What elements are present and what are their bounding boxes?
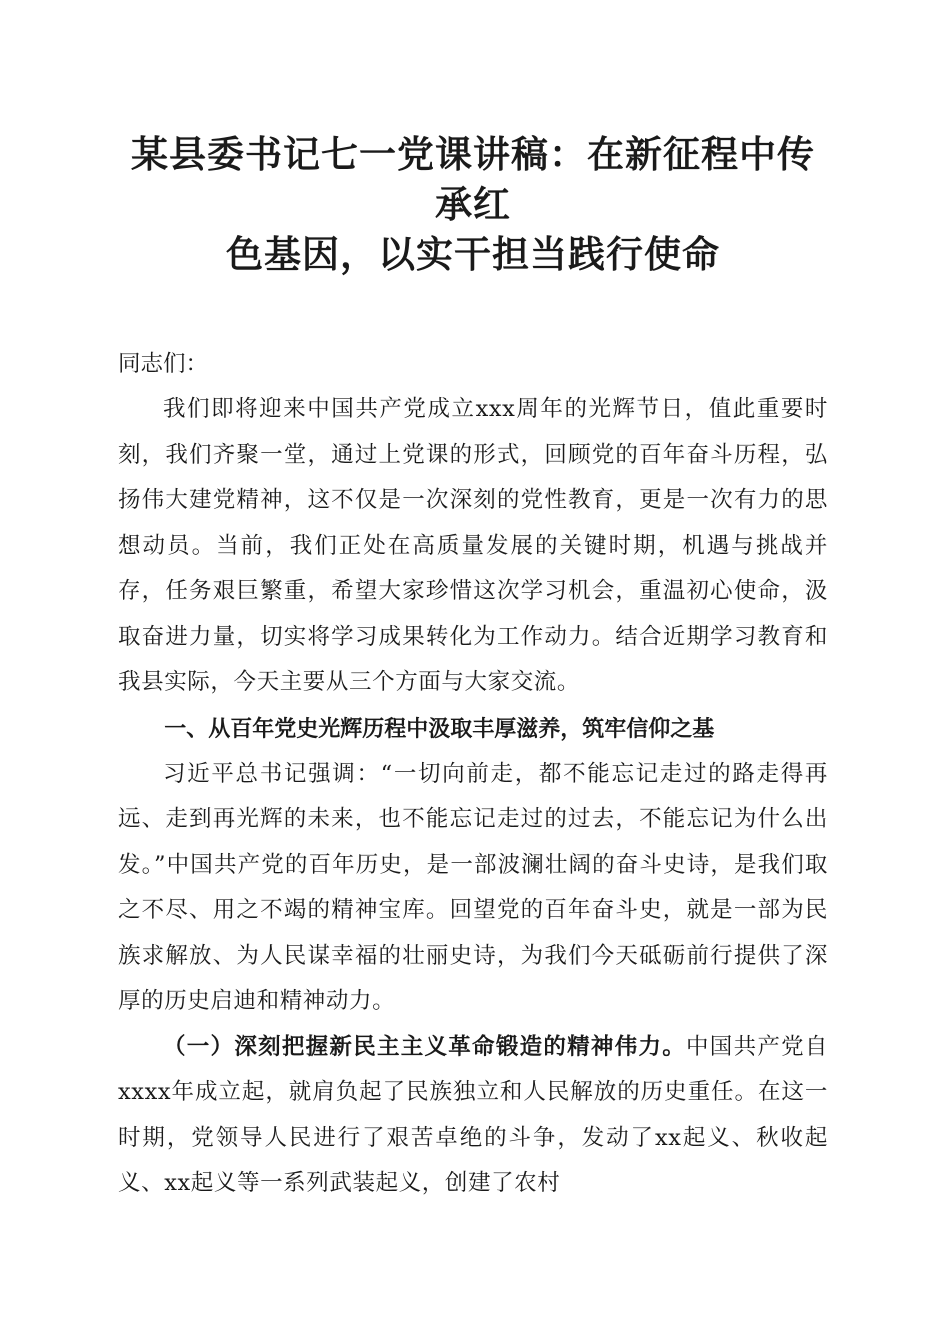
section-1-paragraph: 习近平总书记强调：“一切向前走，都不能忘记走过的路走得再远、走到再光辉的未来，也不能忘记走过的过去，不能忘记为什么出发。”中国共产党的百年历史，是一部波澜壮阔的奋斗史诗，是我们取之不尽、用之不竭的精神宝库。回望党的百年奋斗史，就是一部为民族求解放、为人民谋幸福的壮丽史诗，为我们今天砥砺前行提供了深厚的历史启迪和精神动力。 (118, 760, 828, 1014)
salutation: 同志们： (118, 351, 209, 377)
subsection-1-paragraph (118, 1025, 828, 1207)
title-line-2: 色基因，以实干担当践行使命 (226, 233, 720, 276)
section-1-heading: 一、从百年党史光辉历程中汲取丰厚滋养，筑牢信仰之基 (164, 716, 715, 742)
subsection-1-heading: （一）深刻把握新民主主义革命锻造的精神伟力。 (163, 1033, 687, 1060)
title-line-1: 某县委书记七一党课讲稿：在新征程中传承红 (131, 133, 815, 226)
document-title (118, 130, 828, 280)
subsection-1-text: 中国共产党自xxxx年成立起，就肩负起了民族独立和人民解放的历史重任。在这一时期，党领导人民进行了艰苦卓绝的斗争，发动了xx起义、秋收起义、xx起义等一系列武装起义，创建了农村 (118, 1033, 828, 1196)
intro-paragraph: 我们即将迎来中国共产党成立xxx周年的光辉节日，值此重要时刻，我们齐聚一堂，通过上党课的形式，回顾党的百年奋斗历程，弘扬伟大建党精神，这不仅是一次深刻的党性教育，更是一次有力的思想动员。当前，我们正处在高质量发展的关键时期，机遇与挑战并存，任务艰巨繁重，希望大家珍惜这次学习机会，重温初心使命，汲取奋进力量，切实将学习成果转化为工作动力。结合近期学习教育和我县实际，今天主要从三个方面与大家交流。 (118, 396, 828, 695)
document-page (118, 130, 828, 1207)
